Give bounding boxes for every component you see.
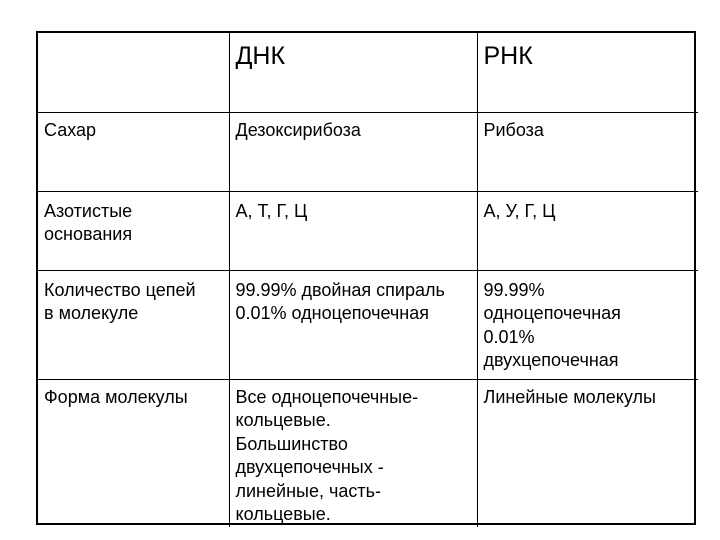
- cell-line: в молекуле: [44, 303, 139, 323]
- cell-line: Форма молекулы: [44, 386, 188, 407]
- cell-line: двухцепочечная: [483, 350, 619, 370]
- cell-line: А, Т, Г, Ц: [235, 200, 308, 221]
- rna-shape-cell: [477, 379, 698, 527]
- row-label-bases: [38, 191, 229, 270]
- table-header-row: [38, 33, 698, 112]
- cell-line: Сахар: [44, 119, 97, 140]
- comparison-table-frame: [36, 31, 696, 525]
- cell-line: 0.01% одноцепочечная: [235, 303, 429, 323]
- cell-line: Азотистые: [44, 200, 133, 221]
- cell-line: Дезоксирибоза: [235, 119, 361, 140]
- dna-strands-cell: [229, 270, 477, 379]
- cell-line: кольцевые.: [235, 410, 331, 430]
- rna-bases-cell: [477, 191, 698, 270]
- cell-line: линейные, часть-: [235, 480, 381, 501]
- row-label-shape: [38, 379, 229, 527]
- cell-line: Линейные молекулы: [483, 386, 656, 407]
- header-empty-cell: [38, 33, 229, 112]
- cell-line: основания: [44, 224, 133, 244]
- cell-line: 99.99%: [483, 279, 545, 300]
- cell-line: Большинство: [235, 433, 348, 454]
- dna-shape-cell: [229, 379, 477, 527]
- rna-sugar-cell: [477, 112, 698, 191]
- table-row: [38, 270, 698, 379]
- table-row: [38, 379, 698, 527]
- row-label-strands: [38, 270, 229, 379]
- table-row: [38, 112, 698, 191]
- header-dna: ДНК: [229, 33, 477, 112]
- cell-line: Рибоза: [483, 119, 544, 140]
- header-rna: РНК: [477, 33, 698, 112]
- row-label-sugar: [38, 112, 229, 191]
- cell-line: Все одноцепочечные-: [235, 386, 419, 407]
- cell-line: одноцепочечная: [483, 303, 621, 323]
- cell-line: 99.99% двойная спираль: [235, 279, 445, 300]
- dna-bases-cell: [229, 191, 477, 270]
- cell-line: А, У, Г, Ц: [483, 200, 556, 221]
- dna-sugar-cell: [229, 112, 477, 191]
- cell-line: Количество цепей: [44, 279, 196, 300]
- dna-rna-comparison-table: [38, 33, 698, 527]
- cell-line: кольцевые.: [235, 504, 331, 524]
- table-row: [38, 191, 698, 270]
- cell-line: 0.01%: [483, 326, 535, 347]
- rna-strands-cell: [477, 270, 698, 379]
- cell-line: двухцепочечных -: [235, 457, 384, 477]
